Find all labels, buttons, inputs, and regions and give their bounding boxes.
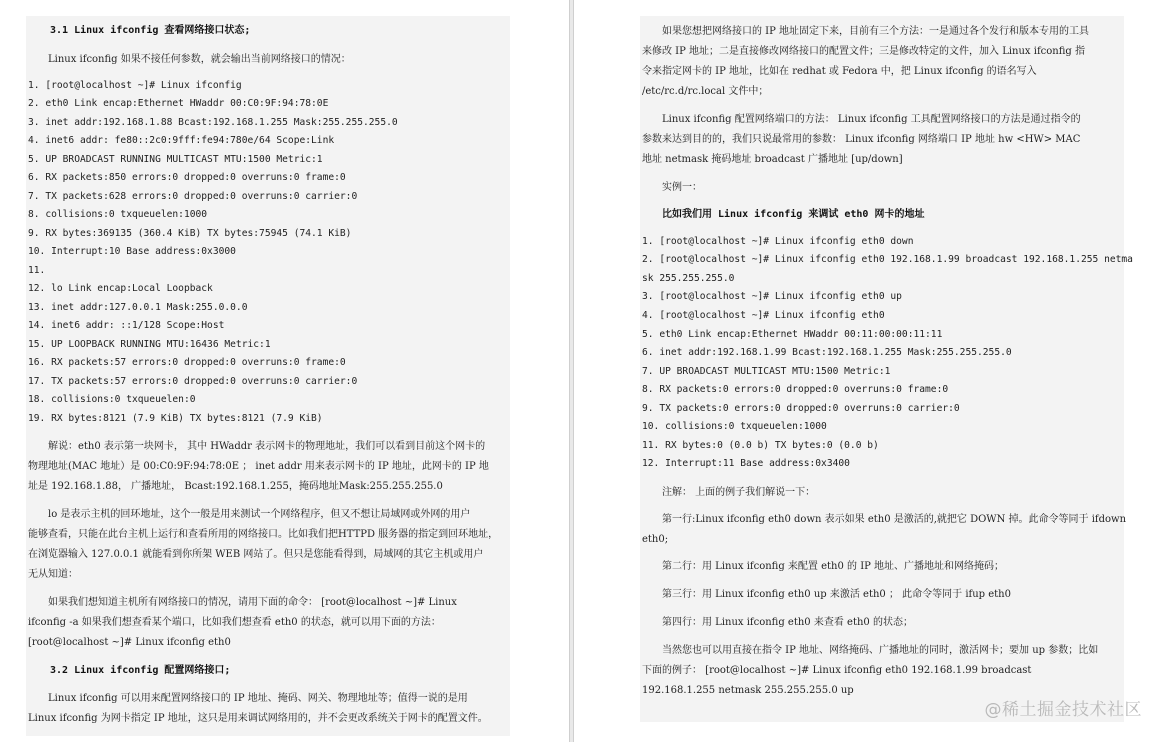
code-line: 2. [root@localhost ~]# Linux ifconfig eth0 192.168.1.99 broadcast 192.168.1.255 netma	[642, 254, 1133, 265]
code-line: 16. RX packets:57 errors:0 dropped:0 overruns:0 frame:0	[28, 357, 346, 368]
code-line: 17. TX packets:57 errors:0 dropped:0 overruns:0 carrier:0	[28, 376, 358, 387]
code-line: 9. TX packets:0 errors:0 dropped:0 overruns:0 carrier:0	[642, 403, 960, 414]
code-line: 15. UP LOOPBACK RUNNING MTU:16436 Metric:1	[28, 339, 271, 350]
intro-text: Linux ifconfig 如果不接任何参数，就会输出当前网络接口的情况：	[48, 54, 351, 65]
code-line: 1. [root@localhost ~]# Linux ifconfig eth0 down	[642, 236, 914, 247]
example-heading: 比如我们用 Linux ifconfig 来调试 eth0 网卡的地址	[662, 209, 925, 220]
explanation-paragraph: 物理地址(MAC 地址）是 00:C0:9F:94:78:0E ； inet addr 用来表示网卡的 IP 地址，此网卡的 IP 地	[28, 461, 489, 472]
all-interfaces-paragraph: [root@localhost ~]# Linux ifconfig eth0	[28, 637, 231, 648]
note-heading: 注解： 上面的例子我们解说一下：	[662, 487, 816, 498]
explanation-paragraph: 解说：eth0 表示第一块网卡， 其中 HWaddr 表示网卡的物理地址，我们可以看到目前这个网卡的	[48, 441, 486, 452]
loopback-paragraph: 无从知道：	[28, 569, 78, 580]
explain-line-3: 第三行：用 Linux ifconfig eth0 up 来激活 eth0 ； 此命令等同于 ifup eth0	[662, 589, 1011, 600]
code-line: 8. collisions:0 txqueuelen:1000	[28, 209, 208, 220]
fixed-ip-paragraph: /etc/rc.d/rc.local 文件中；	[642, 86, 769, 97]
code-line: 3. [root@localhost ~]# Linux ifconfig eth0 up	[642, 291, 902, 302]
code-line: 4. [root@localhost ~]# Linux ifconfig eth0	[642, 310, 885, 321]
code-line: 7. TX packets:628 errors:0 dropped:0 overruns:0 carrier:0	[28, 191, 358, 202]
final-paragraph: 下面的例子： [root@localhost ~]# Linux ifconfig eth0 192.168.1.99 broadcast	[642, 665, 1032, 676]
explain-line-1: 第一行:Linux ifconfig eth0 down 表示如果 eth0 是激活的,就把它 DOWN 掉。此命令等同于 ifdown	[662, 514, 1127, 525]
example-label: 实例一：	[662, 182, 702, 193]
code-line: sk 255.255.255.0	[642, 273, 735, 284]
loopback-paragraph: 在浏览器输入 127.0.0.1 就能看到你所架 WEB 网站了。但只是您能看得到，局域网的其它主机或用户	[28, 549, 484, 560]
explain-line-2: 第二行：用 Linux ifconfig 来配置 eth0 的 IP 地址、广播地址和网络掩码；	[662, 561, 1005, 572]
code-line: 2. eth0 Link encap:Ethernet HWaddr 00:C0:9F:94:78:0E	[28, 98, 329, 109]
code-line: 8. RX packets:0 errors:0 dropped:0 overruns:0 frame:0	[642, 384, 949, 395]
fixed-ip-paragraph: 如果您想把网络接口的 IP 地址固定下来，目前有三个方法：一是通过各个发行和版本专用的工具	[662, 26, 1090, 37]
code-line: 11.	[28, 265, 46, 276]
code-line: 19. RX bytes:8121 (7.9 KiB) TX bytes:8121 (7.9 KiB)	[28, 413, 323, 424]
config-method-paragraph: Linux ifconfig 配置网络端口的方法： Linux ifconfig 工具配置网络接口的方法是通过指令的	[662, 114, 1081, 125]
section-heading-3-1: 3.1 Linux ifconfig 查看网络接口状态;	[50, 25, 251, 36]
config-method-paragraph: 参数来达到目的的，我们只说最常用的参数： Linux ifconfig 网络端口 IP 地址 hw <HW> MAC	[642, 134, 1081, 145]
watermark-text: @稀土掘金技术社区	[984, 700, 1142, 720]
code-line: 5. eth0 Link encap:Ethernet HWaddr 00:11:00:00:11:11	[642, 329, 943, 340]
code-line: 1. [root@localhost ~]# Linux ifconfig	[28, 80, 242, 91]
code-line: 4. inet6 addr: fe80::2c0:9fff:fe94:780e/64 Scope:Link	[28, 135, 335, 146]
code-line: 6. RX packets:850 errors:0 dropped:0 overruns:0 frame:0	[28, 172, 346, 183]
code-line: 3. inet addr:192.168.1.88 Bcast:192.168.1.255 Mask:255.255.255.0	[28, 117, 398, 128]
section-heading-3-2: 3.2 Linux ifconfig 配置网络接口;	[50, 665, 231, 676]
loopback-paragraph: lo 是表示主机的回环地址，这个一般是用来测试一个网络程序，但又不想让局域网或外网的用户	[48, 509, 471, 520]
code-line: 13. inet addr:127.0.0.1 Mask:255.0.0.0	[28, 302, 248, 313]
code-line: 7. UP BROADCAST MULTICAST MTU:1500 Metric:1	[642, 366, 891, 377]
final-paragraph: 当然您也可以用直接在指令 IP 地址、网络掩码、广播地址的同时，激活网卡；要加 up 参数；比如	[662, 645, 1099, 656]
code-line: 12. Interrupt:11 Base address:0x3400	[642, 458, 850, 469]
code-line: 12. lo Link encap:Local Loopback	[28, 283, 213, 294]
explain-line-1: eth0;	[642, 534, 669, 545]
code-line: 6. inet addr:192.168.1.99 Bcast:192.168.1.255 Mask:255.255.255.0	[642, 347, 1012, 358]
code-line: 10. collisions:0 txqueuelen:1000	[642, 421, 827, 432]
code-line: 5. UP BROADCAST RUNNING MULTICAST MTU:1500 Metric:1	[28, 154, 323, 165]
explanation-paragraph: 址是 192.168.1.88， 广播地址， Bcast:192.168.1.255，掩码地址Mask:255.255.255.0	[28, 481, 443, 492]
config-paragraph: Linux ifconfig 为网卡指定 IP 地址，这只是用来调试网络用的，并不会更改系统关于网卡的配置文件。	[28, 713, 488, 724]
final-paragraph: 192.168.1.255 netmask 255.255.255.0 up	[642, 685, 854, 696]
all-interfaces-paragraph: 如果我们想知道主机所有网络接口的情况，请用下面的命令： [root@localhost ~]# Linux	[48, 597, 457, 608]
code-line: 14. inet6 addr: ::1/128 Scope:Host	[28, 320, 225, 331]
config-method-paragraph: 地址 netmask 掩码地址 broadcast 广播地址 [up/down]	[642, 154, 903, 165]
code-line: 10. Interrupt:10 Base address:0x3000	[28, 246, 236, 257]
loopback-paragraph: 能够查看，只能在此台主机上运行和查看所用的网络接口。比如我们把HTTPD 服务器的指定到回环地址，	[28, 529, 499, 540]
all-interfaces-paragraph: ifconfig -a 如果我们想查看某个端口，比如我们想查看 eth0 的状态，就可以用下面的方法：	[28, 617, 441, 628]
fixed-ip-paragraph: 来修改 IP 地址；二是直接修改网络接口的配置文件；三是修改特定的文件，加入 Linux ifconfig 指	[642, 46, 1085, 57]
code-line: 18. collisions:0 txqueuelen:0	[28, 394, 196, 405]
fixed-ip-paragraph: 令来指定网卡的 IP 地址，比如在 redhat 或 Fedora 中，把 Linux ifconfig 的语名写入	[642, 66, 1037, 77]
explain-line-4: 第四行：用 Linux ifconfig eth0 来查看 eth0 的状态；	[662, 617, 913, 628]
code-line: 11. RX bytes:0 (0.0 b) TX bytes:0 (0.0 b)	[642, 440, 879, 451]
config-paragraph: Linux ifconfig 可以用来配置网络接口的 IP 地址、掩码、网关、物理地址等；值得一说的是用	[48, 693, 468, 704]
code-line: 9. RX bytes:369135 (360.4 KiB) TX bytes:75945 (74.1 KiB)	[28, 228, 352, 239]
